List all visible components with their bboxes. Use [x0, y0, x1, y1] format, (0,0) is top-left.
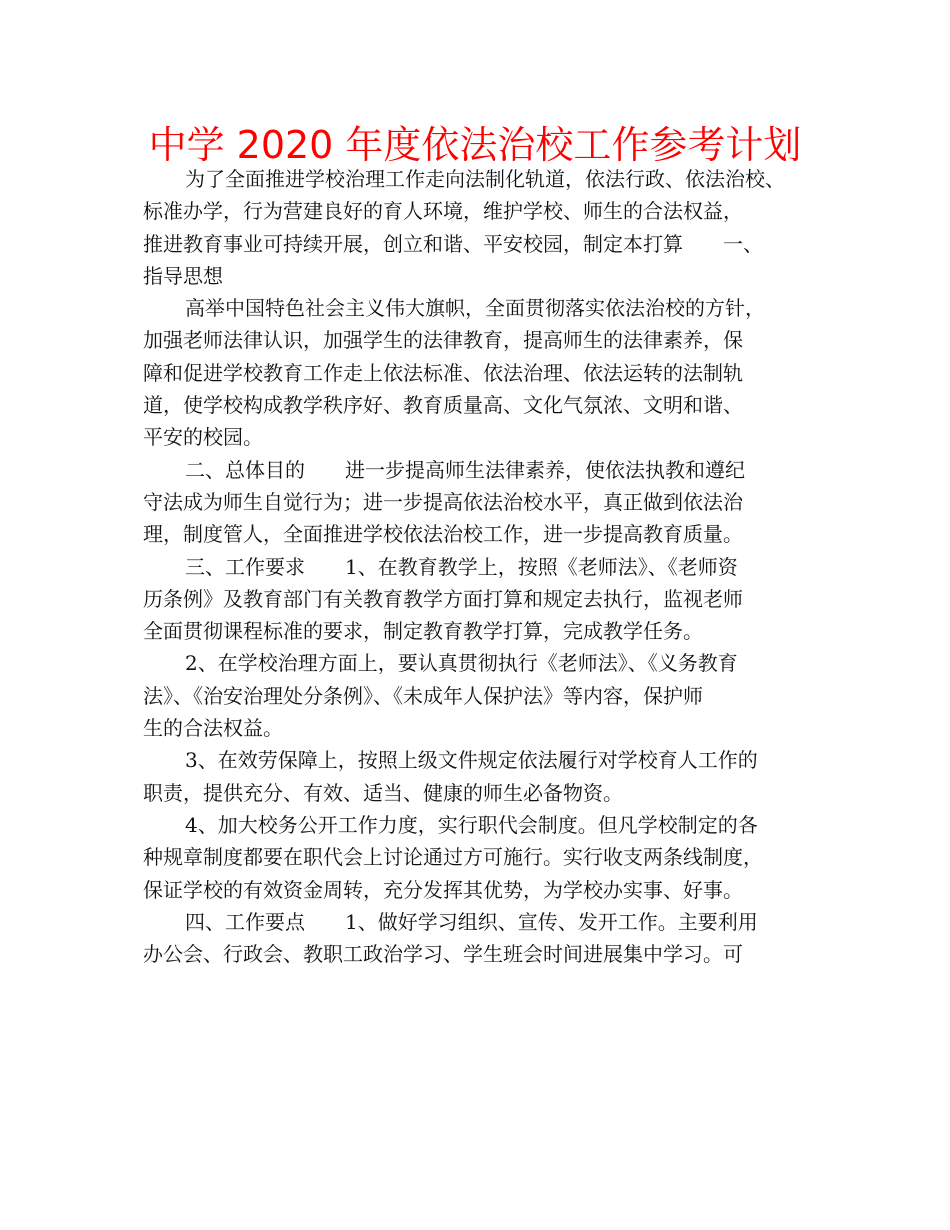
text-line: 职责，提供充分、有效、适当、健康的师生必备物资。 — [143, 780, 623, 805]
text-line: 为了全面推进学校治理工作走向法制化轨道，依法行政、依法治校、 — [185, 167, 785, 191]
paragraph-intro — [143, 163, 833, 292]
text-line: 道，使学校构成教学秩序好、教育质量高、文化气氛浓、文明和谐、 — [143, 393, 743, 418]
paragraph-work-requirements — [143, 551, 833, 648]
paragraph-overall-goal — [143, 454, 833, 551]
paragraph-school-governance — [143, 647, 833, 744]
text-line: 理，制度管人，全面推进学校依法治校工作，进一步提高教育质量。 — [143, 522, 743, 547]
text-line: 种规章制度都要在职代会上讨论通过方可施行。实行收支两条线制度， — [143, 845, 763, 870]
text-line: 加强老师法律认识，加强学生的法律教育，提高师生的法律素养，保 — [143, 328, 743, 353]
text-line: 标准办学，行为营建良好的育人环境，维护学校、师生的合法权益， — [143, 199, 743, 224]
paragraph-school-affairs — [143, 809, 833, 906]
text-line: 全面贯彻课程标准的要求，制定教育教学打算，完成教学任务。 — [143, 619, 703, 644]
text-line: 推进教育事业可持续开展，创立和谐、平安校园，制定本打算 一、 — [143, 231, 763, 256]
paragraph-service-support — [143, 744, 833, 809]
text-line: 二、总体目的 进一步提高师生法律素养，使依法执教和遵纪 — [185, 457, 745, 482]
text-line: 历条例》及教育部门有关教育教学方面打算和规定去执行，监视老师 — [143, 586, 743, 611]
text-line: 保证学校的有效资金周转，充分发挥其优势，为学校办实事、好事。 — [143, 877, 743, 902]
text-line: 障和促进学校教育工作走上依法标准、依法治理、依法运转的法制轨 — [143, 360, 743, 385]
document-body — [143, 163, 833, 970]
text-line: 2、在学校治理方面上，要认真贯彻执行《老师法》、《义务教育 — [185, 651, 738, 676]
text-line: 法》、《治安治理处分条例》、《未成年人保护法》等内容，保护师 — [143, 683, 703, 708]
text-line: 办公会、行政会、教职工政治学习、学生班会时间进展集中学习。可 — [143, 942, 743, 967]
text-line: 生的合法权益。 — [143, 716, 283, 741]
text-line: 3、在效劳保障上，按照上级文件规定依法履行对学校育人工作的 — [185, 748, 758, 773]
text-line: 四、工作要点 1、做好学习组织、宣传、发开工作。主要利用 — [185, 909, 758, 934]
paragraph-guiding-thought — [143, 292, 833, 453]
text-line: 守法成为师生自觉行为；进一步提高依法治校水平，真正做到依法治 — [143, 489, 743, 514]
text-line: 指导思想 — [143, 263, 223, 288]
text-line: 平安的校园。 — [143, 425, 263, 450]
paragraph-work-points — [143, 906, 833, 971]
text-line: 高举中国特色社会主义伟大旗帜，全面贯彻落实依法治校的方针， — [185, 296, 765, 321]
text-line: 三、工作要求 1、在教育教学上，按照《老师法》、《老师资 — [185, 554, 738, 579]
text-line: 4、加大校务公开工作力度，实行职代会制度。但凡学校制定的各 — [185, 812, 758, 837]
document-title: 中学 2020 年度依法治校工作参考计划 — [148, 123, 802, 167]
